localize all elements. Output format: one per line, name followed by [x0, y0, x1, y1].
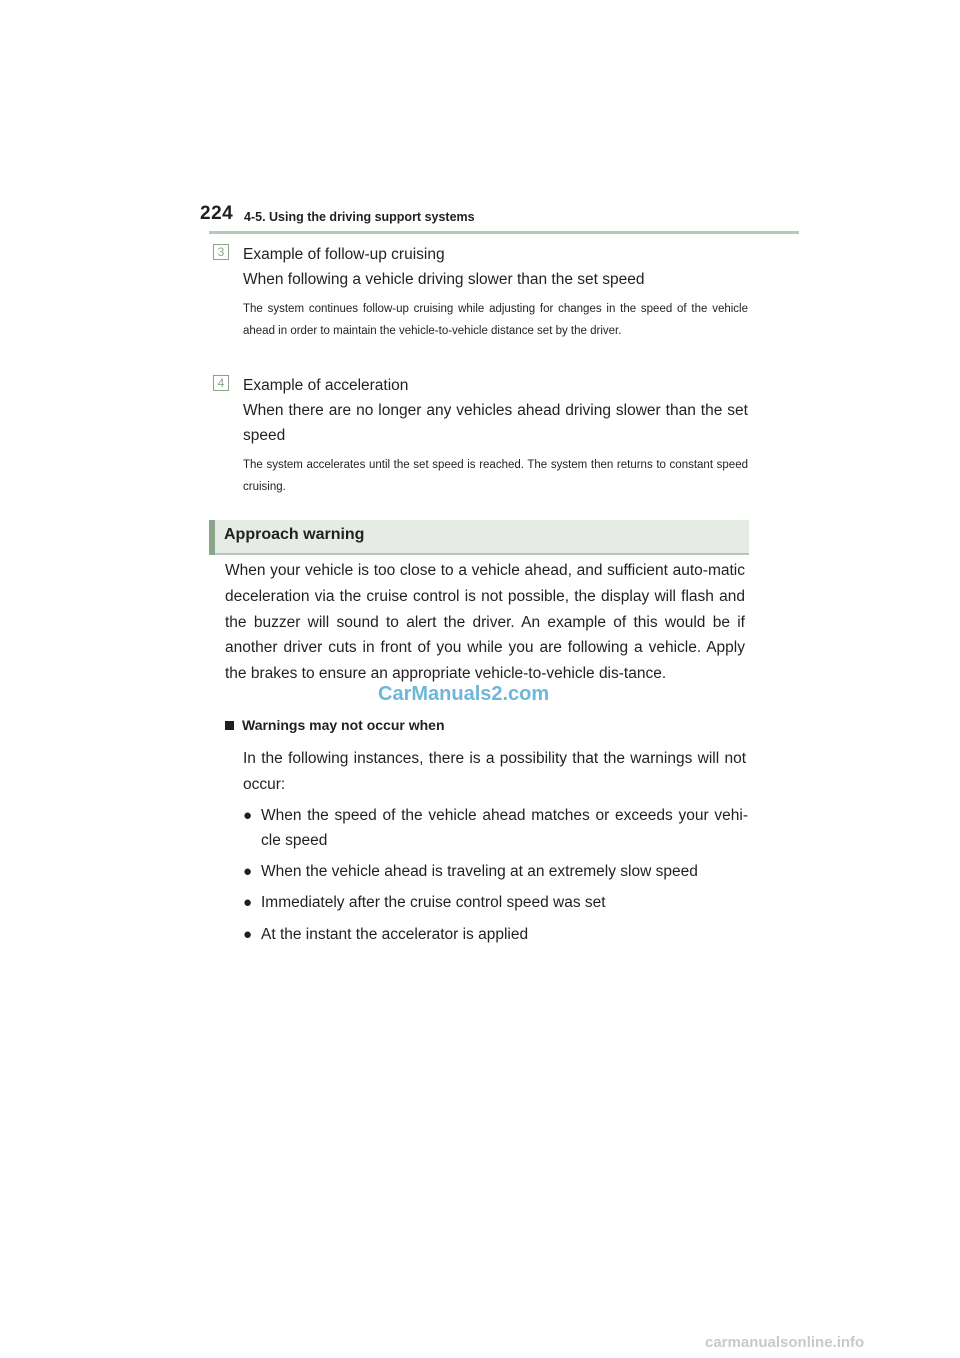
subsection-heading	[209, 520, 749, 555]
header-divider	[209, 231, 799, 234]
step-number-icon: 4	[213, 375, 229, 391]
approach-warning-text: When your vehicle is too close to a vehicle ahead, and sufficient auto-matic deceleration via the cruise control is not possible, the display will flash and the buzzer will sound to alert the driver. An example of this would be if another driver cuts in front of you while you are following a vehicle. Apply the brakes to ensure an appropriate vehicle-to-vehicle dis-tance.	[225, 562, 745, 683]
bullet-dot-icon: ●	[243, 863, 253, 880]
watermark-center: CarManuals2.com	[378, 683, 550, 705]
page-header	[0, 0, 960, 240]
list-item-text: When the vehicle ahead is traveling at an extremely slow speed	[261, 863, 698, 880]
step-subtitle: When there are no longer any vehicles ahead driving slower than the set speed	[243, 402, 748, 444]
step-number-icon: 3	[213, 244, 229, 260]
list-item-text: At the instant the accelerator is applied	[261, 926, 529, 943]
step-title: Example of follow-up cruising	[243, 246, 445, 263]
watermark-footer: carmanualsonline.info	[705, 1334, 865, 1351]
step-note: The system continues follow-up cruising while adjusting for changes in the speed of the vehicle ahead in order to maintain the vehicle-to-vehicle distance set by the driver.	[243, 303, 748, 337]
heading-accent-bar	[209, 520, 215, 555]
subsection-title: Approach warning	[224, 526, 365, 543]
section-title: 4-5. Using the driving support systems	[244, 210, 475, 224]
page-number: 224	[200, 203, 234, 224]
list-item-text: When the speed of the vehicle ahead matches or exceeds your vehi-cle speed	[261, 807, 748, 849]
step-subtitle: When following a vehicle driving slower than the set speed	[243, 271, 645, 288]
bullet-dot-icon: ●	[243, 807, 253, 824]
step-title: Example of acceleration	[243, 377, 409, 394]
list-item-text: Immediately after the cruise control speed was set	[261, 894, 606, 911]
note-heading	[225, 717, 445, 733]
note-intro: In the following instances, there is a possibility that the warnings will not occur:	[243, 750, 746, 793]
bullet-dot-icon: ●	[243, 894, 253, 911]
bullet-dot-icon: ●	[243, 926, 253, 943]
step-note: The system accelerates until the set speed is reached. The system then returns to constant speed cruising.	[243, 459, 748, 493]
note-heading-text: Warnings may not occur when	[242, 717, 445, 733]
square-bullet-icon	[225, 721, 234, 730]
